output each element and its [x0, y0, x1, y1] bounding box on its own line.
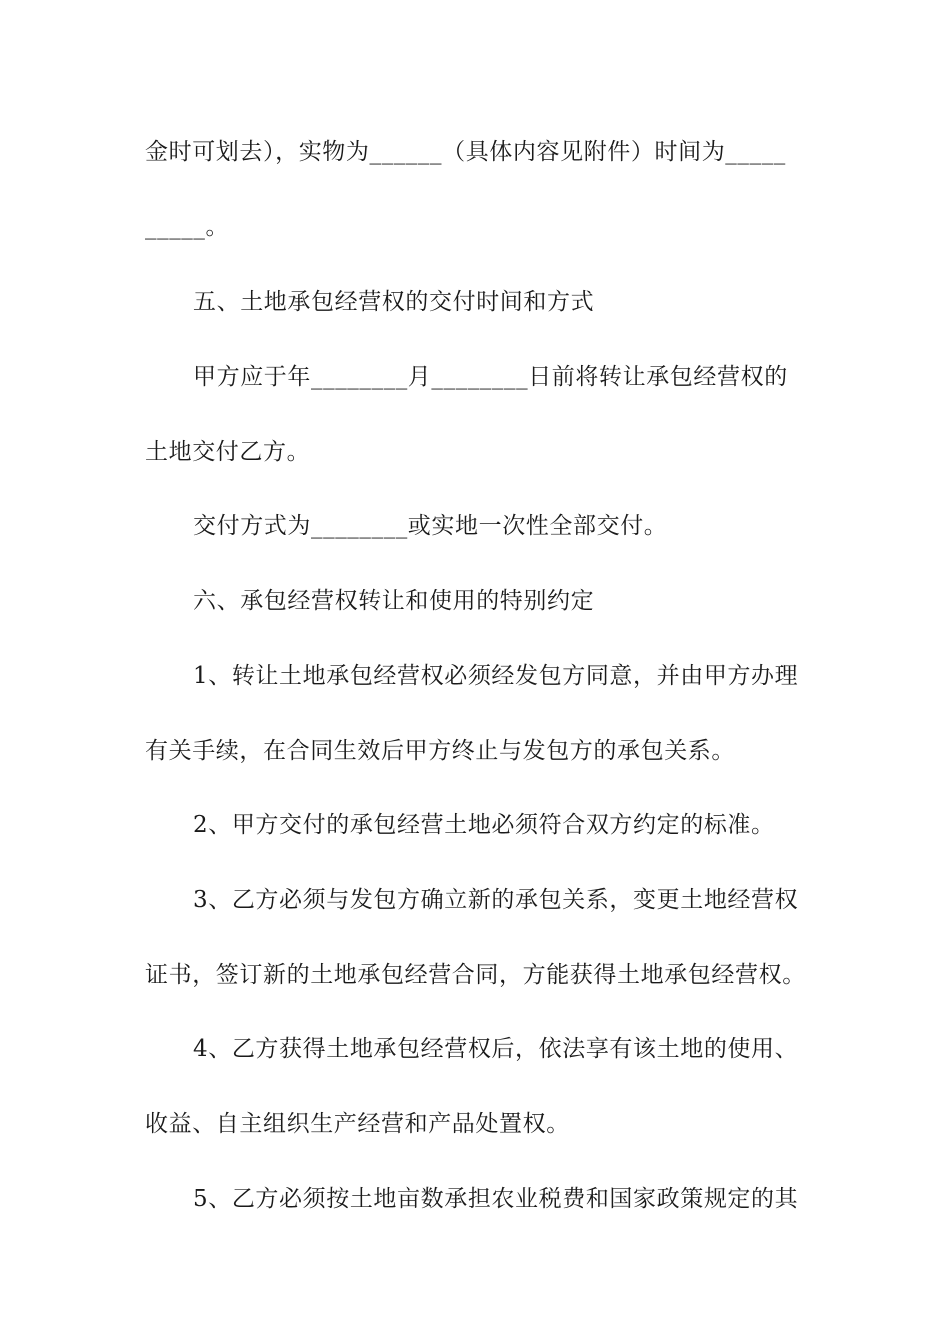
paragraph-line: 土地交付乙方。: [145, 439, 311, 465]
paragraph-line: 金时可划去），实物为______（具体内容见附件）时间为_____: [145, 139, 786, 165]
paragraph-line: 证书，签订新的土地承包经营合同，方能获得土地承包经营权。: [145, 962, 806, 988]
section-heading: 六、承包经营权转让和使用的特别约定: [193, 588, 595, 614]
paragraph-line: 4、乙方获得土地承包经营权后，依法享有该土地的使用、: [193, 1036, 799, 1062]
paragraph-line: 2、甲方交付的承包经营土地必须符合双方约定的标准。: [193, 812, 775, 838]
paragraph-line: 5、乙方必须按土地亩数承担农业税费和国家政策规定的其: [193, 1186, 799, 1212]
paragraph-line: 1、转让土地承包经营权必须经发包方同意，并由甲方办理: [193, 663, 799, 689]
paragraph-line: 甲方应于年________月________日前将转让承包经营权的: [193, 364, 788, 390]
paragraph-line: 有关手续，在合同生效后甲方终止与发包方的承包关系。: [145, 738, 735, 764]
paragraph-line: 交付方式为________或实地一次性全部交付。: [193, 513, 668, 539]
paragraph-line: _____。: [145, 214, 230, 240]
section-heading: 五、土地承包经营权的交付时间和方式: [193, 289, 595, 315]
paragraph-line: 3、乙方必须与发包方确立新的承包关系，变更土地经营权: [193, 887, 799, 913]
paragraph-line: 收益、自主组织生产经营和产品处置权。: [145, 1111, 570, 1137]
